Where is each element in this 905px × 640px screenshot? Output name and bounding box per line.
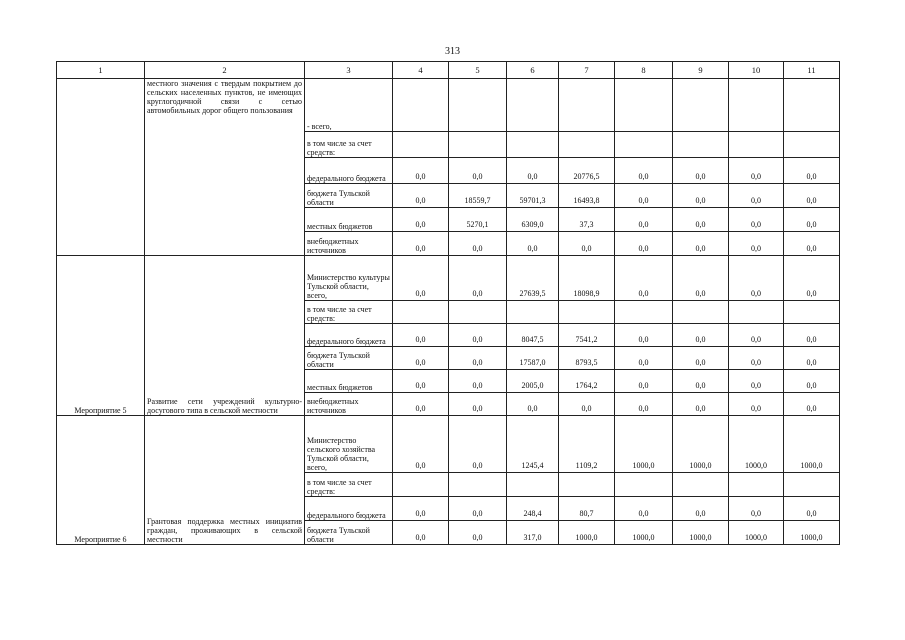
- funding-source-cell: в том числе за счет средств:: [305, 301, 393, 324]
- funding-source-cell: местных бюджетов: [305, 370, 393, 393]
- value-cell: 20776,5: [559, 158, 615, 184]
- value-cell: 0,0: [729, 184, 784, 208]
- column-header: 9: [673, 62, 729, 79]
- value-cell: 0,0: [507, 232, 559, 256]
- value-cell: 0,0: [729, 208, 784, 232]
- table-row: [57, 79, 840, 132]
- value-cell: 0,0: [784, 347, 840, 370]
- value-cell: 0,0: [393, 208, 449, 232]
- value-cell: 0,0: [729, 393, 784, 416]
- value-cell: 59701,3: [507, 184, 559, 208]
- value-cell: 0,0: [449, 497, 507, 521]
- value-cell: 1109,2: [559, 416, 615, 473]
- value-cell: 1000,0: [784, 416, 840, 473]
- value-cell: [507, 473, 559, 497]
- value-cell: [449, 473, 507, 497]
- value-cell: 0,0: [673, 393, 729, 416]
- value-cell: 0,0: [729, 370, 784, 393]
- value-cell: 0,0: [393, 416, 449, 473]
- value-cell: 1000,0: [729, 416, 784, 473]
- value-cell: 1000,0: [784, 521, 840, 545]
- value-cell: [507, 79, 559, 132]
- value-cell: 0,0: [449, 393, 507, 416]
- value-cell: 0,0: [393, 256, 449, 301]
- value-cell: [615, 301, 673, 324]
- value-cell: 0,0: [615, 208, 673, 232]
- value-cell: [784, 132, 840, 158]
- column-header: 1: [57, 62, 145, 79]
- funding-source-cell: в том числе за счет средств:: [305, 473, 393, 497]
- value-cell: 317,0: [507, 521, 559, 545]
- value-cell: [449, 132, 507, 158]
- value-cell: [615, 473, 673, 497]
- value-cell: 0,0: [673, 232, 729, 256]
- column-header: 10: [729, 62, 784, 79]
- budget-table: [56, 61, 840, 545]
- value-cell: 0,0: [784, 497, 840, 521]
- funding-source-cell: - всего,: [305, 79, 393, 132]
- value-cell: 1764,2: [559, 370, 615, 393]
- value-cell: 0,0: [393, 393, 449, 416]
- value-cell: 0,0: [393, 497, 449, 521]
- value-cell: 0,0: [784, 324, 840, 347]
- value-cell: 0,0: [729, 232, 784, 256]
- value-cell: 0,0: [729, 256, 784, 301]
- value-cell: 0,0: [449, 256, 507, 301]
- value-cell: [729, 132, 784, 158]
- value-cell: 0,0: [784, 158, 840, 184]
- value-cell: 0,0: [673, 347, 729, 370]
- value-cell: 0,0: [784, 370, 840, 393]
- value-cell: 0,0: [449, 347, 507, 370]
- measure-name-cell: Мероприятие 5: [57, 256, 145, 416]
- value-cell: 0,0: [393, 184, 449, 208]
- page-number: 313: [445, 46, 460, 57]
- value-cell: 0,0: [615, 370, 673, 393]
- value-cell: 0,0: [449, 232, 507, 256]
- value-cell: 0,0: [673, 256, 729, 301]
- value-cell: 27639,5: [507, 256, 559, 301]
- funding-source-cell: местных бюджетов: [305, 208, 393, 232]
- value-cell: 0,0: [615, 256, 673, 301]
- value-cell: [507, 132, 559, 158]
- value-cell: 0,0: [449, 324, 507, 347]
- measure-name-cell: [57, 79, 145, 256]
- value-cell: 18098,9: [559, 256, 615, 301]
- value-cell: 1000,0: [729, 521, 784, 545]
- header-row: [57, 62, 840, 79]
- column-header: 11: [784, 62, 840, 79]
- value-cell: 0,0: [673, 324, 729, 347]
- funding-source-cell: федерального бюджета: [305, 158, 393, 184]
- value-cell: 0,0: [507, 393, 559, 416]
- value-cell: [393, 473, 449, 497]
- funding-source-cell: Министерство сельского хозяйства Тульской области, всего,: [305, 416, 393, 473]
- value-cell: 0,0: [673, 184, 729, 208]
- value-cell: 1000,0: [615, 521, 673, 545]
- value-cell: [673, 132, 729, 158]
- column-header: 4: [393, 62, 449, 79]
- funding-source-cell: внебюджетных источников: [305, 232, 393, 256]
- funding-source-cell: федерального бюджета: [305, 324, 393, 347]
- funding-source-cell: в том числе за счет средств:: [305, 132, 393, 158]
- value-cell: 0,0: [615, 232, 673, 256]
- value-cell: [449, 79, 507, 132]
- value-cell: 17587,0: [507, 347, 559, 370]
- value-cell: [559, 301, 615, 324]
- value-cell: [559, 79, 615, 132]
- value-cell: 0,0: [673, 208, 729, 232]
- value-cell: 0,0: [729, 347, 784, 370]
- value-cell: [784, 473, 840, 497]
- value-cell: 0,0: [393, 347, 449, 370]
- funding-source-cell: бюджета Тульской области: [305, 521, 393, 545]
- value-cell: 248,4: [507, 497, 559, 521]
- value-cell: 0,0: [729, 158, 784, 184]
- value-cell: 0,0: [673, 370, 729, 393]
- value-cell: [393, 301, 449, 324]
- table-row: [57, 416, 840, 473]
- value-cell: 0,0: [559, 393, 615, 416]
- value-cell: 80,7: [559, 497, 615, 521]
- table-row: [57, 256, 840, 301]
- value-cell: 0,0: [507, 158, 559, 184]
- value-cell: 2005,0: [507, 370, 559, 393]
- value-cell: [729, 79, 784, 132]
- value-cell: 0,0: [615, 347, 673, 370]
- value-cell: 0,0: [615, 158, 673, 184]
- value-cell: 0,0: [729, 324, 784, 347]
- value-cell: [615, 79, 673, 132]
- value-cell: 0,0: [449, 158, 507, 184]
- value-cell: 0,0: [615, 184, 673, 208]
- column-header: 2: [145, 62, 305, 79]
- value-cell: 0,0: [393, 324, 449, 347]
- value-cell: 0,0: [784, 393, 840, 416]
- value-cell: 1000,0: [559, 521, 615, 545]
- value-cell: 0,0: [393, 158, 449, 184]
- column-header: 8: [615, 62, 673, 79]
- measure-name-cell: Мероприятие 6: [57, 416, 145, 545]
- value-cell: [449, 301, 507, 324]
- value-cell: [615, 132, 673, 158]
- value-cell: 0,0: [449, 521, 507, 545]
- value-cell: 8793,5: [559, 347, 615, 370]
- value-cell: [393, 79, 449, 132]
- value-cell: 1000,0: [673, 416, 729, 473]
- funding-source-cell: внебюджетных источников: [305, 393, 393, 416]
- value-cell: [673, 301, 729, 324]
- value-cell: 0,0: [784, 184, 840, 208]
- value-cell: 0,0: [615, 497, 673, 521]
- value-cell: 18559,7: [449, 184, 507, 208]
- value-cell: 1245,4: [507, 416, 559, 473]
- value-cell: [784, 301, 840, 324]
- column-header: 6: [507, 62, 559, 79]
- value-cell: 6309,0: [507, 208, 559, 232]
- value-cell: 0,0: [449, 416, 507, 473]
- value-cell: 0,0: [784, 208, 840, 232]
- measure-description-cell: местного значения с твердым покрытием до сельских населенных пунктов, не имеющих круглогодичной связи с сетью автомобильных дорог общего пользования: [145, 79, 305, 256]
- funding-source-cell: бюджета Тульской области: [305, 184, 393, 208]
- value-cell: 0,0: [615, 324, 673, 347]
- value-cell: 8047,5: [507, 324, 559, 347]
- value-cell: 0,0: [729, 497, 784, 521]
- measure-description-cell: Грантовая поддержка местных инициатив граждан, проживающих в сельской местности: [145, 416, 305, 545]
- value-cell: [729, 301, 784, 324]
- value-cell: 7541,2: [559, 324, 615, 347]
- value-cell: [673, 473, 729, 497]
- value-cell: [559, 132, 615, 158]
- funding-source-cell: Министерство культуры Тульской области, всего,: [305, 256, 393, 301]
- value-cell: 0,0: [393, 521, 449, 545]
- value-cell: 37,3: [559, 208, 615, 232]
- measure-description-cell: Развитие сети учреждений культурно-досугового типа в сельской местности: [145, 256, 305, 416]
- funding-source-cell: бюджета Тульской области: [305, 347, 393, 370]
- value-cell: [393, 132, 449, 158]
- value-cell: [507, 301, 559, 324]
- value-cell: [559, 473, 615, 497]
- value-cell: 1000,0: [673, 521, 729, 545]
- value-cell: 0,0: [393, 370, 449, 393]
- value-cell: 0,0: [673, 497, 729, 521]
- value-cell: 0,0: [784, 232, 840, 256]
- value-cell: 0,0: [615, 393, 673, 416]
- value-cell: [729, 473, 784, 497]
- column-header: 3: [305, 62, 393, 79]
- value-cell: [784, 79, 840, 132]
- value-cell: 16493,8: [559, 184, 615, 208]
- funding-source-cell: федерального бюджета: [305, 497, 393, 521]
- column-header: 5: [449, 62, 507, 79]
- value-cell: 5270,1: [449, 208, 507, 232]
- value-cell: 0,0: [449, 370, 507, 393]
- value-cell: [673, 79, 729, 132]
- value-cell: 0,0: [673, 158, 729, 184]
- value-cell: 0,0: [393, 232, 449, 256]
- value-cell: 1000,0: [615, 416, 673, 473]
- value-cell: 0,0: [784, 256, 840, 301]
- column-header: 7: [559, 62, 615, 79]
- value-cell: 0,0: [559, 232, 615, 256]
